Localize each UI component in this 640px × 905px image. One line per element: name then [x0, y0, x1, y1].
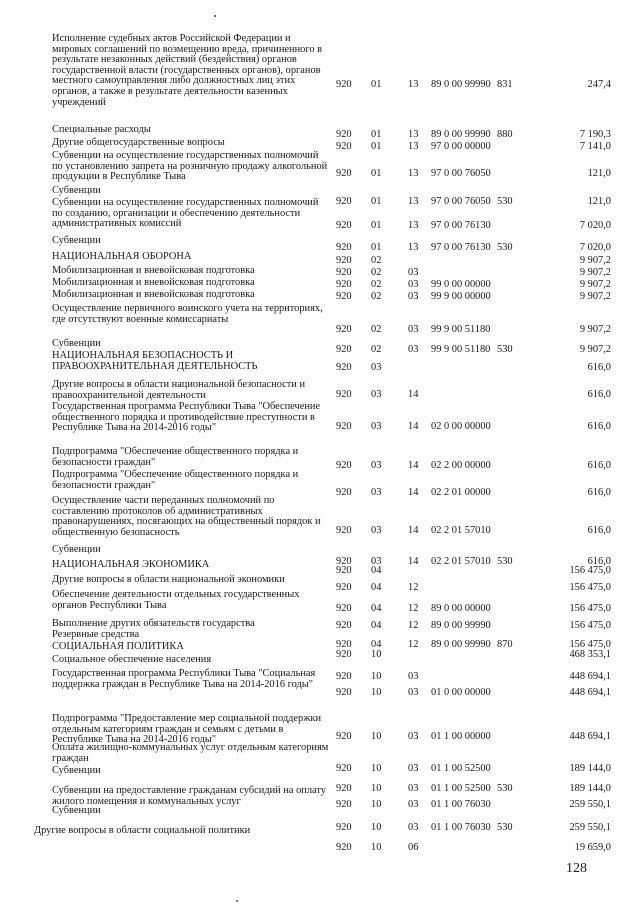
row-amount: 7 020,0 — [579, 220, 611, 231]
row-name: Осуществление первичного воинского учета на территориях, где отсутствуют военные комиссариаты — [52, 303, 323, 325]
row-ministry: 920 — [336, 79, 352, 90]
row-name: Субвенции на осуществление государственных полномочий по созданию, организации и обеспечению деятельности административных комиссий — [52, 197, 319, 230]
row-subsection: 03 — [408, 671, 419, 682]
row-name: Обеспечение деятельности отдельных государственных органов Республики Тыва — [52, 589, 300, 611]
row-subsection: 14 — [408, 389, 419, 400]
row-section: 03 — [371, 556, 382, 567]
row-name: Субвенции — [52, 765, 101, 776]
row-vid: 530 — [497, 822, 513, 833]
row-amount: 7 190,3 — [579, 129, 611, 140]
row-amount: 448 694,1 — [569, 671, 611, 682]
row-vid: 530 — [497, 242, 513, 253]
row-target: 01 1 00 52500 — [431, 783, 491, 794]
row-section: 03 — [371, 487, 382, 498]
row-ministry: 920 — [336, 196, 352, 207]
row-name: Социальное обеспечение населения — [52, 654, 212, 665]
row-amount: 259 550,1 — [569, 822, 611, 833]
row-subsection: 13 — [408, 196, 419, 207]
row-subsection: 12 — [408, 603, 419, 614]
row-subsection: 12 — [408, 620, 419, 631]
row-amount: 189 144,0 — [569, 763, 611, 774]
row-section: 10 — [371, 671, 382, 682]
row-subsection: 14 — [408, 487, 419, 498]
row-amount: 156 475,0 — [569, 582, 611, 593]
row-vid: 880 — [497, 129, 513, 140]
row-target: 02 2 01 57010 — [431, 525, 491, 536]
row-section: 02 — [371, 267, 382, 278]
row-section: 01 — [371, 196, 382, 207]
row-subsection: 03 — [408, 279, 419, 290]
row-target: 99 0 00 00000 — [431, 279, 491, 290]
row-ministry: 920 — [336, 799, 352, 810]
row-subsection: 14 — [408, 460, 419, 471]
row-target: 97 0 00 76050 — [431, 196, 491, 207]
row-section: 02 — [371, 255, 382, 266]
row-section: 03 — [371, 525, 382, 536]
row-name: Осуществление части переданных полномочий по составлению протоколов об административных правонарушениях, посягающих на общественный порядок и общественную безопасность — [52, 495, 321, 538]
row-name: СОЦИАЛЬНАЯ ПОЛИТИКА — [52, 641, 184, 652]
row-name: Другие вопросы в области национальной безопасности и правоохранительной деятельности — [52, 379, 306, 401]
row-target: 89 0 00 99990 — [431, 620, 491, 631]
row-subsection: 03 — [408, 344, 419, 355]
row-ministry: 920 — [336, 556, 352, 567]
row-ministry: 920 — [336, 324, 352, 335]
row-section: 04 — [371, 639, 382, 650]
row-target: 89 0 00 99990 — [431, 79, 491, 90]
scan-speck — [214, 15, 216, 17]
row-section: 03 — [371, 389, 382, 400]
row-section: 10 — [371, 649, 382, 660]
row-ministry: 920 — [336, 842, 352, 853]
row-target: 01 1 00 76030 — [431, 822, 491, 833]
row-amount: 9 907,2 — [579, 279, 611, 290]
row-amount: 189 144,0 — [569, 783, 611, 794]
row-ministry: 920 — [336, 168, 352, 179]
row-target: 97 0 00 76130 — [431, 220, 491, 231]
row-ministry: 920 — [336, 582, 352, 593]
row-ministry: 920 — [336, 129, 352, 140]
row-ministry: 920 — [336, 783, 352, 794]
row-ministry: 920 — [336, 731, 352, 742]
row-section: 10 — [371, 783, 382, 794]
row-section: 10 — [371, 842, 382, 853]
row-name: Подпрограмма "Обеспечение общественного порядка и безопасности граждан" — [52, 469, 299, 491]
row-target: 99 9 00 51180 — [431, 344, 491, 355]
row-subsection: 12 — [408, 639, 419, 650]
row-vid: 530 — [497, 556, 513, 567]
row-section: 02 — [371, 279, 382, 290]
row-subsection: 03 — [408, 822, 419, 833]
row-ministry: 920 — [336, 421, 352, 432]
row-subsection: 03 — [408, 687, 419, 698]
row-amount: 9 907,2 — [579, 344, 611, 355]
row-amount: 616,0 — [587, 389, 611, 400]
row-name: Субвенции на осуществление государственных полномочий по установлению запрета на розничную продажу алкогольной продукции в Республике Тыва — [52, 150, 328, 183]
row-target: 97 0 00 00000 — [431, 141, 491, 152]
row-amount: 121,0 — [587, 196, 611, 207]
row-target: 99 9 00 51180 — [431, 324, 491, 335]
row-vid: 870 — [497, 639, 513, 650]
row-amount: 121,0 — [587, 168, 611, 179]
row-ministry: 920 — [336, 220, 352, 231]
row-ministry: 920 — [336, 279, 352, 290]
row-subsection: 14 — [408, 421, 419, 432]
row-ministry: 920 — [336, 822, 352, 833]
row-subsection: 06 — [408, 842, 419, 853]
row-target: 01 1 00 76030 — [431, 799, 491, 810]
row-vid: 530 — [497, 196, 513, 207]
row-target: 01 0 00 00000 — [431, 687, 491, 698]
row-name: Другие общегосударственные вопросы — [52, 137, 225, 148]
row-target: 01 1 00 52500 — [431, 763, 491, 774]
row-name: Государственная программа Республики Тыва "Обеспечение общественного порядка и противодействие преступности в Республике Тыва на 2014-2016 годы" — [52, 401, 321, 434]
row-ministry: 920 — [336, 565, 352, 576]
row-target: 89 0 00 99990 — [431, 129, 491, 140]
row-name: Подпрограмма "Обеспечение общественного порядка и безопасности граждан" — [52, 446, 299, 468]
row-ministry: 920 — [336, 141, 352, 152]
row-target: 02 2 00 00000 — [431, 460, 491, 471]
row-target: 89 0 00 00000 — [431, 603, 491, 614]
row-subsection: 14 — [408, 525, 419, 536]
row-subsection: 03 — [408, 783, 419, 794]
row-name: НАЦИОНАЛЬНАЯ ЭКОНОМИКА — [52, 559, 210, 570]
row-subsection: 13 — [408, 129, 419, 140]
row-subsection: 13 — [408, 242, 419, 253]
row-ministry: 920 — [336, 649, 352, 660]
row-amount: 616,0 — [587, 487, 611, 498]
row-amount: 468 353,1 — [569, 649, 611, 660]
row-amount: 616,0 — [587, 525, 611, 536]
row-amount: 156 475,0 — [569, 603, 611, 614]
page-number: 128 — [566, 861, 587, 876]
row-amount: 9 907,2 — [579, 291, 611, 302]
row-section: 10 — [371, 763, 382, 774]
row-section: 04 — [371, 582, 382, 593]
row-section: 04 — [371, 603, 382, 614]
row-section: 03 — [371, 362, 382, 373]
row-name: Резервные средства — [52, 629, 140, 640]
row-name: НАЦИОНАЛЬНАЯ ОБОРОНА — [52, 251, 192, 262]
row-amount: 7 141,0 — [579, 141, 611, 152]
row-ministry: 920 — [336, 389, 352, 400]
row-ministry: 920 — [336, 362, 352, 373]
row-name: Субвенции — [52, 338, 101, 349]
row-subsection: 13 — [408, 79, 419, 90]
row-name: Субвенции на предоставление гражданам субсидий на оплату жилого помещения и коммунальных услуг — [52, 785, 326, 807]
row-target: 01 1 00 00000 — [431, 731, 491, 742]
row-subsection: 14 — [408, 556, 419, 567]
row-name: Субвенции — [52, 805, 101, 816]
row-vid: 530 — [497, 783, 513, 794]
row-name: Оплата жилищно-коммунальных услуг отдельным категориям граждан — [52, 742, 329, 764]
row-section: 02 — [371, 291, 382, 302]
row-section: 04 — [371, 620, 382, 631]
row-ministry: 920 — [336, 291, 352, 302]
row-vid: 530 — [497, 344, 513, 355]
row-name: НАЦИОНАЛЬНАЯ БЕЗОПАСНОСТЬ И ПРАВООХРАНИТЕЛЬНАЯ ДЕЯТЕЛЬНОСТЬ — [52, 350, 258, 372]
row-amount: 448 694,1 — [569, 731, 611, 742]
row-target: 02 0 00 00000 — [431, 421, 491, 432]
row-name: Исполнение судебных актов Российской Федерации и мировых соглашений по возмещению вреда, причиненного в результате незаконных действий (бездействия) органов государственной власти (государственных органов), органов местного самоуправления либо должностных лиц этих органов, а также в результате деятельности казенных учреждений — [52, 33, 323, 108]
row-name: Другие вопросы в области национальной экономики — [52, 574, 285, 585]
row-target: 02 2 01 57010 — [431, 556, 491, 567]
row-amount: 156 475,0 — [569, 639, 611, 650]
row-name: Субвенции — [52, 185, 101, 196]
row-section: 01 — [371, 141, 382, 152]
row-ministry: 920 — [336, 763, 352, 774]
row-name: Мобилизационная и вневойсковая подготовка — [52, 289, 255, 300]
row-ministry: 920 — [336, 460, 352, 471]
row-target: 97 0 00 76050 — [431, 168, 491, 179]
row-name: Мобилизационная и вневойсковая подготовка — [52, 265, 255, 276]
row-target: 89 0 00 99990 — [431, 639, 491, 650]
row-section: 10 — [371, 822, 382, 833]
row-subsection: 03 — [408, 324, 419, 335]
row-section: 01 — [371, 79, 382, 90]
row-subsection: 03 — [408, 799, 419, 810]
row-ministry: 920 — [336, 344, 352, 355]
row-target: 97 0 00 76130 — [431, 242, 491, 253]
row-ministry: 920 — [336, 671, 352, 682]
row-ministry: 920 — [336, 639, 352, 650]
row-target: 02 2 01 00000 — [431, 487, 491, 498]
row-section: 10 — [371, 687, 382, 698]
row-section: 01 — [371, 129, 382, 140]
row-subsection: 03 — [408, 291, 419, 302]
row-section: 10 — [371, 731, 382, 742]
row-amount: 9 907,2 — [579, 267, 611, 278]
row-subsection: 03 — [408, 267, 419, 278]
row-name: Другие вопросы в области социальной политики — [34, 825, 251, 836]
row-ministry: 920 — [336, 603, 352, 614]
row-section: 10 — [371, 799, 382, 810]
row-subsection: 13 — [408, 168, 419, 179]
row-amount: 259 550,1 — [569, 799, 611, 810]
row-ministry: 920 — [336, 620, 352, 631]
row-target: 99 9 00 00000 — [431, 291, 491, 302]
row-ministry: 920 — [336, 242, 352, 253]
row-amount: 616,0 — [587, 556, 611, 567]
scan-speck — [236, 900, 238, 902]
row-amount: 616,0 — [587, 460, 611, 471]
row-name: Субвенции — [52, 235, 101, 246]
row-subsection: 03 — [408, 731, 419, 742]
row-name: Мобилизационная и вневойсковая подготовка — [52, 277, 255, 288]
row-section: 04 — [371, 565, 382, 576]
row-amount: 156 475,0 — [569, 565, 611, 576]
row-amount: 7 020,0 — [579, 242, 611, 253]
row-section: 01 — [371, 220, 382, 231]
row-amount: 616,0 — [587, 362, 611, 373]
row-subsection: 13 — [408, 220, 419, 231]
row-section: 03 — [371, 460, 382, 471]
row-ministry: 920 — [336, 525, 352, 536]
row-subsection: 13 — [408, 141, 419, 152]
row-amount: 247,4 — [587, 79, 611, 90]
row-name: Выполнение других обязательств государства — [52, 618, 255, 629]
row-amount: 448 694,1 — [569, 687, 611, 698]
row-section: 02 — [371, 344, 382, 355]
row-amount: 9 907,2 — [579, 255, 611, 266]
row-name: Специальные расходы — [52, 124, 151, 135]
row-ministry: 920 — [336, 687, 352, 698]
row-ministry: 920 — [336, 255, 352, 266]
row-amount: 9 907,2 — [579, 324, 611, 335]
row-name: Субвенции — [52, 544, 101, 555]
row-section: 02 — [371, 324, 382, 335]
row-ministry: 920 — [336, 487, 352, 498]
row-section: 01 — [371, 168, 382, 179]
row-section: 03 — [371, 421, 382, 432]
row-amount: 19 659,0 — [574, 842, 611, 853]
row-subsection: 12 — [408, 582, 419, 593]
row-name: Подпрограмма "Предоставление мер социальной поддержки отдельным категориям граждан и семьям с детьми в Республике Тыва на 2014-2016 годы" — [52, 713, 322, 746]
row-subsection: 03 — [408, 763, 419, 774]
row-amount: 156 475,0 — [569, 620, 611, 631]
row-amount: 616,0 — [587, 421, 611, 432]
row-section: 01 — [371, 242, 382, 253]
row-name: Государственная программа Республики Тыва "Социальная поддержка граждан в Республике Тыва на 2014-2016 годы" — [52, 668, 316, 690]
row-vid: 831 — [497, 79, 513, 90]
row-ministry: 920 — [336, 267, 352, 278]
